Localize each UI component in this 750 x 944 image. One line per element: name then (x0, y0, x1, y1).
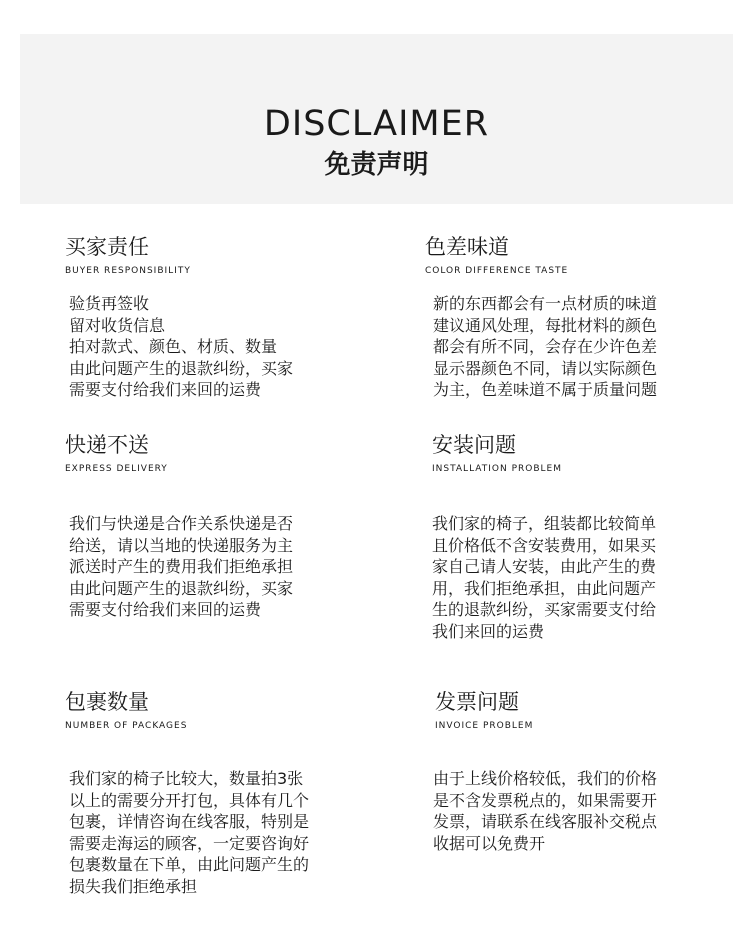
section-title: 包裹数量 (65, 690, 149, 714)
body-line: 我们来回的运费 (432, 621, 545, 641)
section-body (433, 293, 657, 401)
section-subtitle: NUMBER OF PACKAGES (65, 721, 188, 731)
body-line: 包裹，详情咨询在线客服，特别是 (69, 812, 310, 831)
body-line: 建议通风处理，每批材料的颜色 (433, 315, 658, 335)
section-body (433, 768, 657, 854)
body-line: 新的东西都会有一点材质的味道 (433, 294, 658, 313)
body-line: 是不含发票税点的，如果需要开 (433, 790, 658, 810)
body-line: 留对收货信息 (69, 315, 166, 335)
body-line: 验货再签收 (69, 294, 150, 313)
body-line: 我们家的椅子，组装都比较简单 (432, 514, 657, 533)
body-line: 拍对款式、颜色、材质、数量 (69, 337, 278, 356)
body-line: 给送，请以当地的快递服务为主 (69, 535, 294, 555)
body-line: 且价格低不含安装费用，如果买 (432, 535, 657, 555)
body-line: 用，我们拒绝承担，由此问题产 (432, 578, 657, 598)
body-line: 需要支付给我们来回的运费 (69, 600, 262, 619)
section-title: 快递不送 (65, 433, 149, 457)
section-subtitle: COLOR DIFFERENCE TASTE (425, 266, 569, 276)
body-line: 由于上线价格较低，我们的价格 (433, 769, 658, 788)
page-title-cn: 免责声明 (324, 150, 429, 180)
section-subtitle: INSTALLATION PROBLEM (432, 464, 562, 474)
body-line: 我们与快递是合作关系快递是否 (69, 514, 294, 533)
section-body (69, 768, 309, 897)
body-line: 发票，请联系在线客服补交税点 (433, 812, 658, 831)
body-line: 由此问题产生的退款纠纷，买家 (69, 578, 294, 598)
body-line: 生的退款纠纷，买家需要支付给 (432, 600, 657, 619)
body-line: 为主，色差味道不属于质量问题 (433, 380, 658, 399)
page-title-en: DISCLAIMER (263, 104, 490, 144)
body-line: 需要走海运的顾客，一定要咨询好 (69, 833, 310, 853)
section-title: 色差味道 (425, 235, 509, 259)
body-line: 损失我们拒绝承担 (69, 876, 198, 896)
body-line: 家自己请人安装，由此产生的费 (432, 557, 657, 576)
section-body (432, 513, 656, 642)
section-title: 买家责任 (65, 235, 149, 259)
body-line: 我们家的椅子比较大，数量拍3张 (69, 769, 304, 788)
body-line: 都会有所不同，会存在少许色差 (433, 337, 658, 356)
section-title: 安装问题 (432, 433, 516, 457)
body-line: 派送时产生的费用我们拒绝承担 (69, 557, 294, 576)
section-subtitle: BUYER RESPONSIBILITY (65, 266, 191, 276)
section-body (69, 293, 293, 401)
body-line: 由此问题产生的退款纠纷，买家 (69, 358, 294, 378)
body-line: 以上的需要分开打包，具体有几个 (69, 790, 310, 810)
body-line: 包裹数量在下单，由此问题产生的 (69, 855, 310, 874)
body-line: 收据可以免费开 (433, 833, 546, 853)
disclaimer-banner (20, 34, 733, 204)
section-title: 发票问题 (435, 690, 519, 714)
section-subtitle: EXPRESS DELIVERY (65, 464, 168, 474)
body-line: 需要支付给我们来回的运费 (69, 380, 262, 399)
section-subtitle: INVOICE PROBLEM (435, 721, 534, 731)
section-body (69, 513, 293, 621)
body-line: 显示器颜色不同，请以实际颜色 (433, 358, 658, 378)
